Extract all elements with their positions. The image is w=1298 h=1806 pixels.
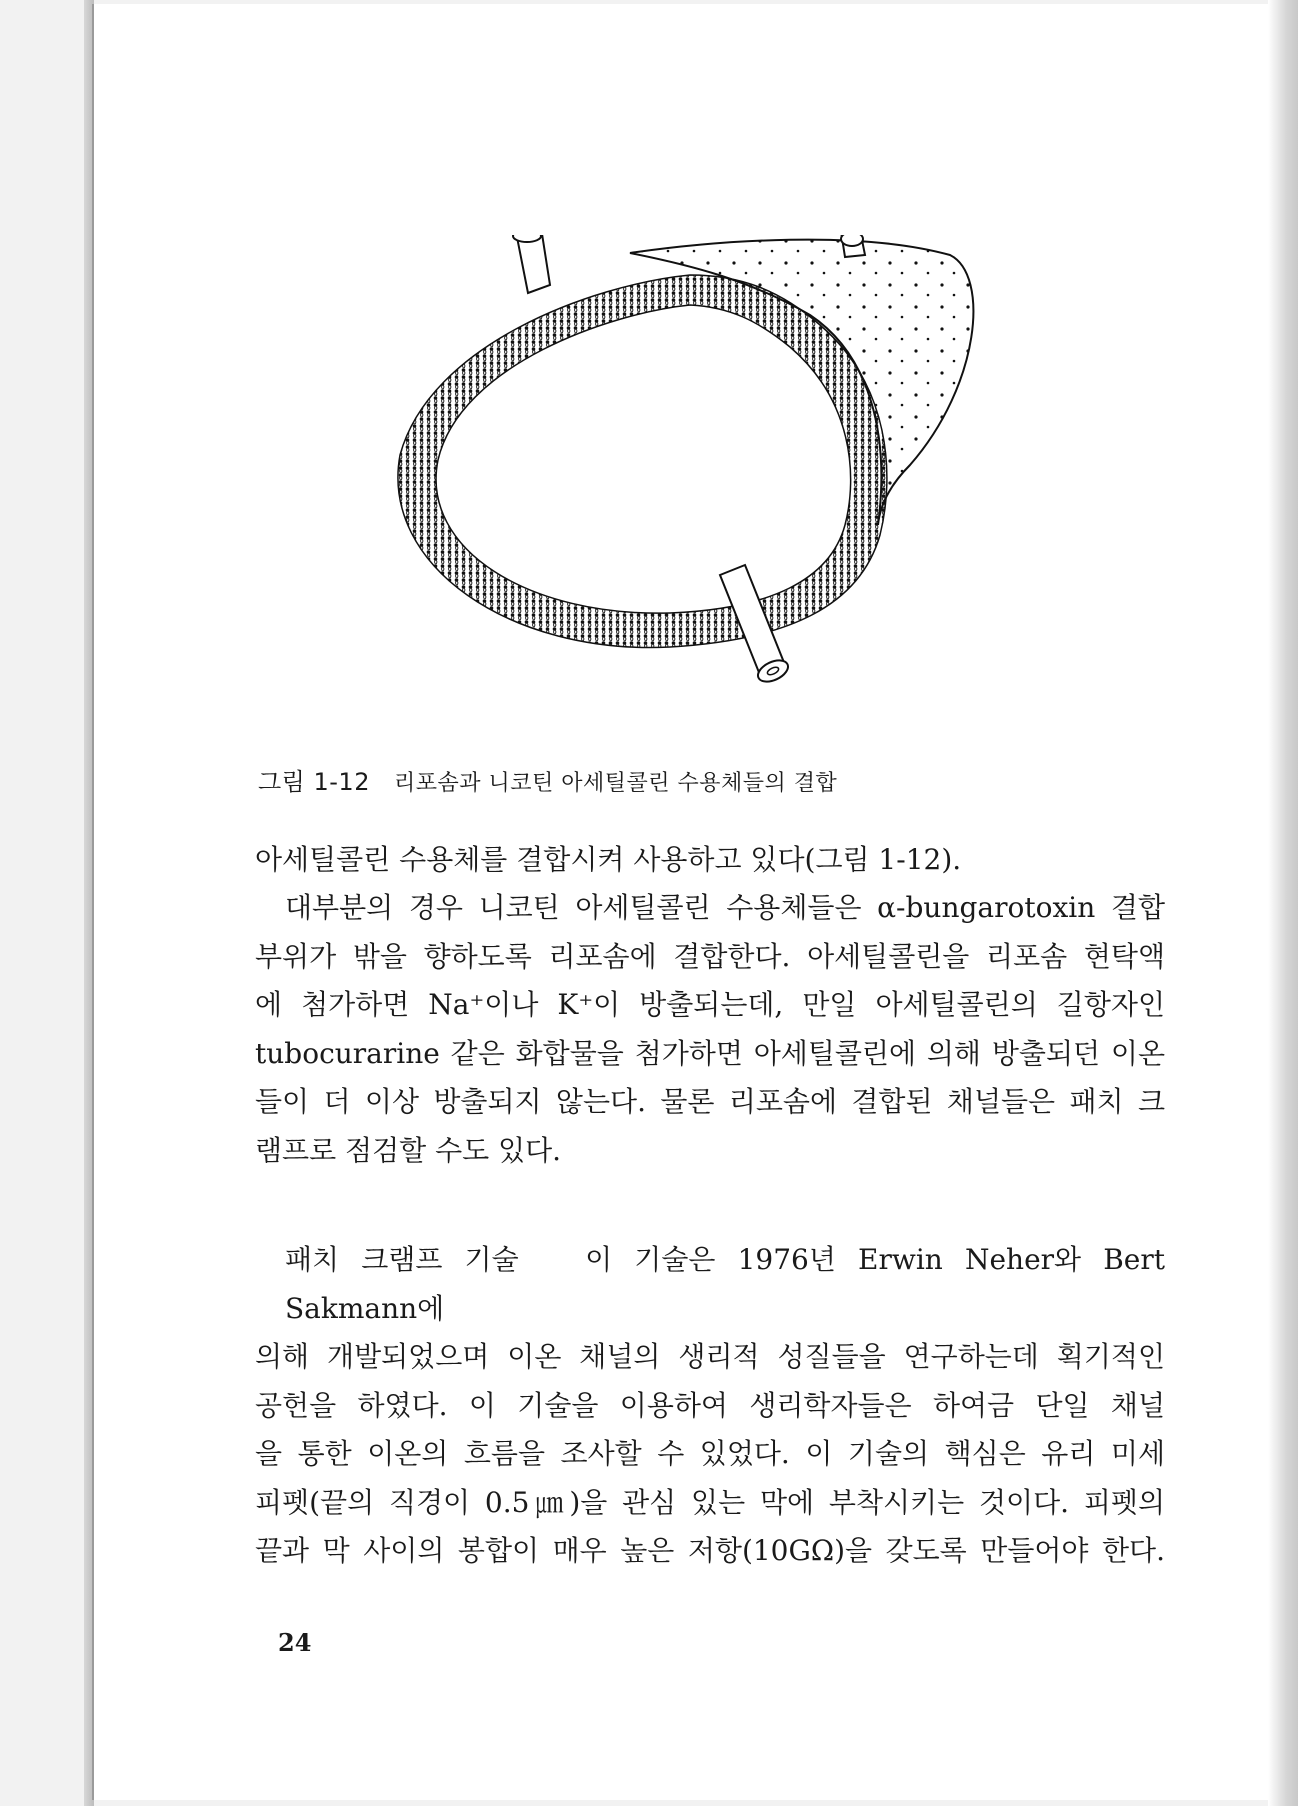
paragraph-line-rest: 이 기술은 1976년 Erwin Neher와 Bert Sakmann에: [285, 1243, 1166, 1325]
figure-number: 그림 1-12: [258, 768, 370, 796]
page-right-edge: [1268, 0, 1298, 1806]
figure-caption-text: 리포솜과 니코틴 아세틸콜린 수용체들의 결합: [393, 771, 838, 796]
paragraph-line: 에 첨가하면 Na⁺이나 K⁺이 방출되는데, 만일 아세틸콜린의 길항자인: [255, 988, 1165, 1021]
paragraph-line: tubocurarine 같은 화합물을 첨가하면 아세틸콜린에 의해 방출되던 이온: [255, 1036, 1165, 1070]
figure-caption: [258, 762, 1158, 797]
paragraph-3: [255, 1236, 1165, 1576]
paragraph-1: [255, 836, 1165, 885]
receptor-channel-top: [513, 235, 550, 293]
paragraph-line: 램프로 점검할 수도 있다.: [255, 1133, 562, 1167]
section-heading: 패치 크램프 기술: [285, 1243, 519, 1276]
paragraph-line: 들이 더 이상 방출되지 않는다. 물론 리포솜에 결합된 채널들은 패치 크: [255, 1085, 1165, 1118]
lipid-bilayer-ring: [398, 275, 887, 647]
receptor-channel-right: [840, 235, 865, 257]
paragraph-line: 아세틸콜린 수용체를 결합시켜 사용하고 있다(그림 1-12).: [255, 843, 962, 876]
paragraph-first-line: [255, 1236, 1165, 1333]
paragraph-line: 공헌을 하였다. 이 기술을 이용하여 생리학자들은 하여금 단일 채널: [255, 1388, 1165, 1422]
paragraph-line: 대부분의 경우 니코틴 아세틸콜린 수용체들은 α-bungarotoxin 결합: [285, 891, 1165, 924]
paragraph-line: 부위가 밖을 향하도록 리포솜에 결합한다. 아세틸콜린을 리포솜 현탁액: [255, 939, 1165, 973]
paragraph-line: 의해 개발되었으며 이온 채널의 생리적 성질들을 연구하는데 획기적인: [255, 1340, 1165, 1373]
page-number: 24: [278, 1628, 312, 1657]
liposome-receptor-figure: [390, 235, 1040, 735]
paragraph-line: 끝과 막 사이의 봉합이 매우 높은 저항(10GΩ)을 갖도록 만들어야 한다.: [255, 1534, 1165, 1567]
paragraph-line: 을 통한 이온의 흐름을 조사할 수 있었다. 이 기술의 핵심은 유리 미세: [255, 1437, 1165, 1470]
paragraph-line: 피펫(끝의 직경이 0.5㎛)을 관심 있는 막에 부착시키는 것이다. 피펫의: [255, 1485, 1165, 1519]
paragraph-2: [255, 884, 1165, 1175]
